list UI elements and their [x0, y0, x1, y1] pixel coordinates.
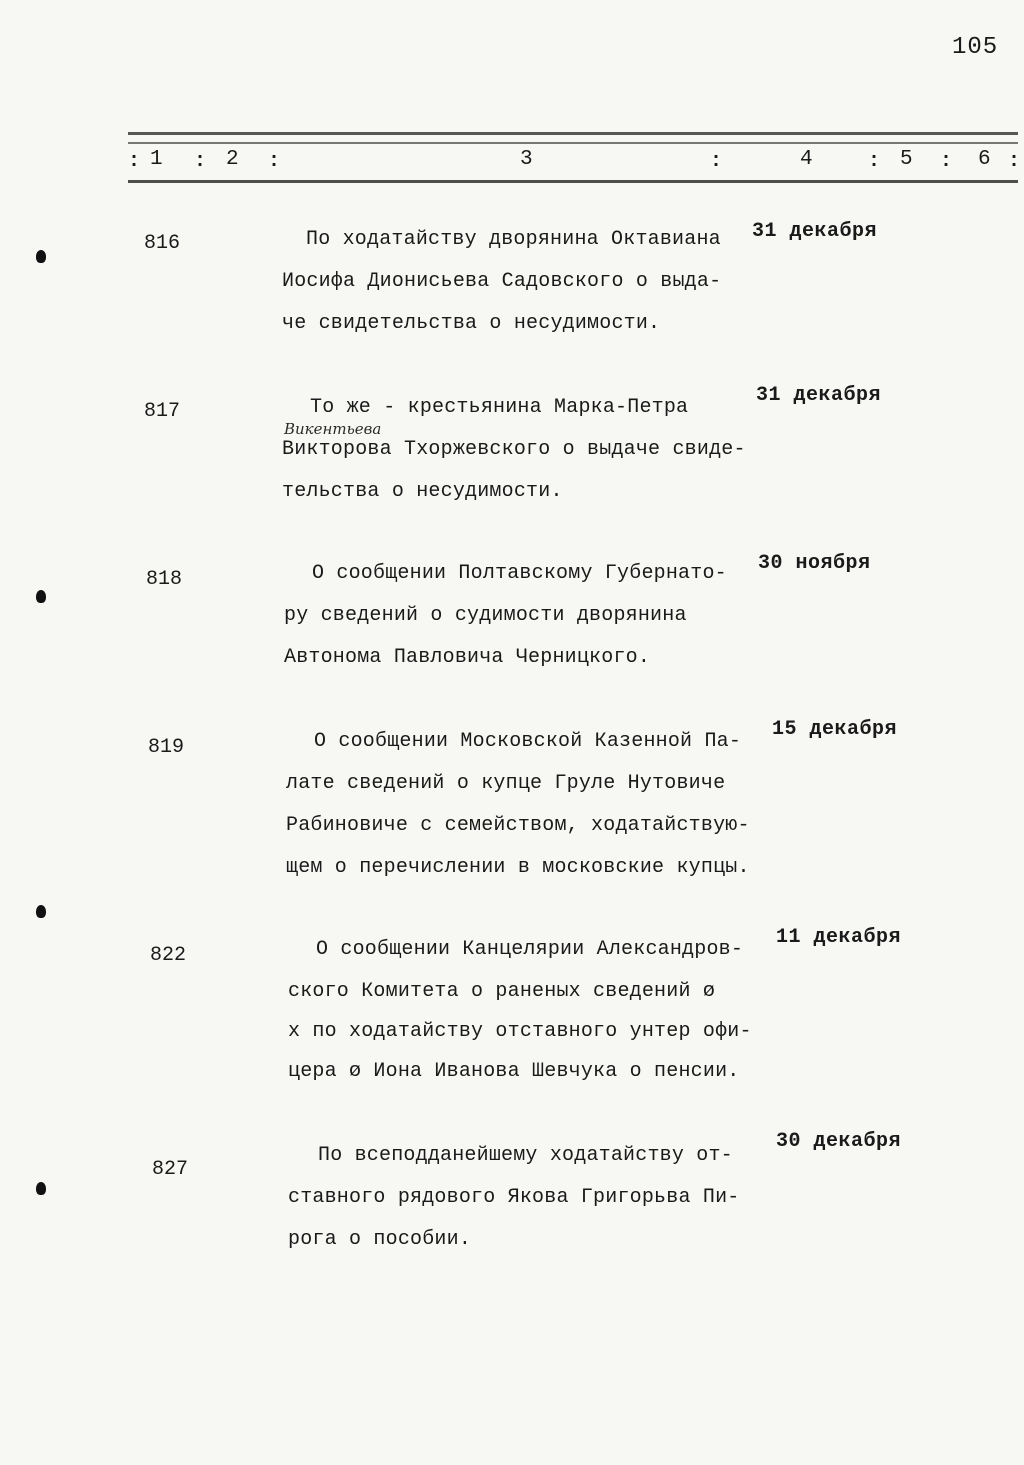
entry-text-line: О сообщении Канцелярии Александров-	[316, 938, 744, 961]
column-separator: :	[268, 150, 281, 173]
column-header-3: 3	[520, 148, 533, 171]
entry-text-line: Викторова Тхоржевского о выдаче свиде-	[282, 438, 746, 461]
entry-number: 817	[144, 400, 181, 423]
entry-text-line: По всеподданейшему ходатайству от-	[318, 1144, 733, 1167]
entry-date: 30 декабря	[776, 1130, 902, 1153]
page-number: 105	[952, 34, 999, 61]
entry-text-line: ставного рядового Якова Григорьва Пи-	[288, 1186, 740, 1209]
table-top-rule	[128, 132, 1018, 135]
entry-text-line: Автонома Павловича Черницкого.	[284, 646, 651, 669]
entry-text-line: То же - крестьянина Марка-Петра	[310, 396, 689, 419]
entry-text-line: лате сведений о купце Груле Нутовиче	[286, 772, 726, 795]
entry-text-line: О сообщении Московской Казенной Па-	[314, 730, 742, 753]
column-header-2: 2	[226, 148, 239, 171]
entry-number: 818	[146, 568, 183, 591]
column-header-row	[128, 148, 1021, 178]
column-separator: :	[868, 150, 881, 173]
punch-hole-mark	[36, 1182, 46, 1195]
table-header-bottom-rule	[128, 180, 1018, 183]
entry-text-line: Рабиновиче с семейством, ходатайствую-	[286, 814, 750, 837]
entry-text-line: х по ходатайству отставного унтер офи-	[288, 1020, 752, 1043]
column-header-4: 4	[800, 148, 813, 171]
table-top-rule-inner	[128, 142, 1018, 144]
entry-date: 31 декабря	[756, 384, 882, 407]
handwritten-note: Викентьева	[284, 420, 382, 438]
entry-date: 31 декабря	[752, 220, 878, 243]
entry-date: 15 декабря	[772, 718, 898, 741]
column-separator: :	[128, 150, 141, 173]
column-separator: :	[194, 150, 207, 173]
column-separator: :	[1008, 150, 1021, 173]
punch-hole-mark	[36, 590, 46, 603]
punch-hole-mark	[36, 905, 46, 918]
punch-hole-mark	[36, 250, 46, 263]
entry-number: 822	[150, 944, 187, 967]
entry-number: 819	[148, 736, 185, 759]
column-separator: :	[940, 150, 953, 173]
column-separator: :	[710, 150, 723, 173]
entry-date: 30 ноября	[758, 552, 871, 575]
entry-text-line: тельства о несудимости.	[282, 480, 563, 503]
entry-number: 827	[152, 1158, 189, 1181]
entry-text-line: О сообщении Полтавскому Губернато-	[312, 562, 727, 585]
entry-text-line: рога о пособии.	[288, 1228, 472, 1251]
column-header-5: 5	[900, 148, 913, 171]
entry-text-line: По ходатайству дворянина Октавиана	[306, 228, 721, 251]
entry-number: 816	[144, 232, 181, 255]
column-header-6: 6	[978, 148, 991, 171]
entry-text-line: щем о перечислении в московские купцы.	[286, 856, 750, 879]
entry-date: 11 декабря	[776, 926, 902, 949]
entry-text-line: Иосифа Дионисьева Садовского о выда-	[282, 270, 722, 293]
entry-text-line: ского Комитета о раненых сведений ø	[288, 980, 716, 1003]
entry-text-line: ру сведений о судимости дворянина	[284, 604, 687, 627]
column-header-1: 1	[150, 148, 163, 171]
entry-text-line: че свидетельства о несудимости.	[282, 312, 661, 335]
entry-text-line: цера ø Иона Иванова Шевчука о пенсии.	[288, 1060, 740, 1083]
